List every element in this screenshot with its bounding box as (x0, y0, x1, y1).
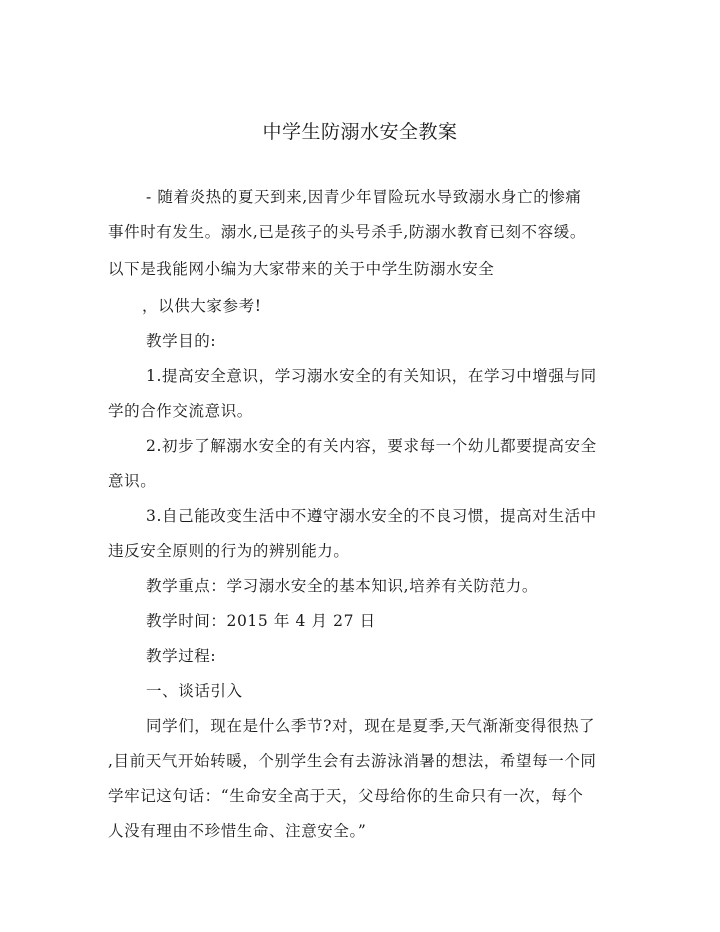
paragraph-line: 教学重点：学习溺水安全的基本知识,培养有关防范力。 (146, 577, 538, 595)
paragraph-line: 同学们，现在是什么季节?对，现在是夏季,天气渐渐变得很热了 (146, 717, 596, 735)
paragraph-line: 2.初步了解溺水安全的有关内容，要求每一个幼儿都要提高安全 (146, 437, 597, 455)
document-title: 中学生防溺水安全教案 (262, 121, 458, 143)
paragraph-line: 教学时间：2015 年 4 月 27 日 (146, 612, 376, 630)
paragraph-line: 事件时有发生。溺水,已是孩子的头号杀手,防溺水教育已刻不容缓。 (108, 223, 586, 241)
paragraph-line: 以下是我能网小编为大家带来的关于中学生防溺水安全 (108, 260, 495, 278)
section-heading: 教学目的: (146, 332, 217, 350)
section-heading: 一、谈话引入 (146, 682, 243, 700)
paragraph-line: - 随着炎热的夏天到来,因青少年冒险玩水导致溺水身亡的惨痛 (146, 188, 582, 206)
paragraph-line: ,目前天气开始转暖，个别学生会有去游泳消暑的想法，希望每一个同 (108, 752, 597, 770)
paragraph-line: 违反安全原则的行为的辨别能力。 (108, 542, 350, 560)
paragraph-line: 学的合作交流意识。 (108, 402, 253, 420)
paragraph-line: 人没有理由不珍惜生命、注意安全。” (108, 822, 367, 840)
paragraph-line: 3.自己能改变生活中不遵守溺水安全的不良习惯，提高对生活中 (146, 507, 597, 525)
paragraph-line: ，以供大家参考! (142, 297, 262, 315)
paragraph-line: 1.提高安全意识，学习溺水安全的有关知识，在学习中增强与同 (146, 367, 597, 385)
paragraph-line: 学牢记这句话：“生命安全高于天，父母给你的生命只有一次，每个 (108, 787, 584, 805)
section-heading: 教学过程: (146, 647, 217, 665)
paragraph-line: 意识。 (108, 472, 157, 490)
